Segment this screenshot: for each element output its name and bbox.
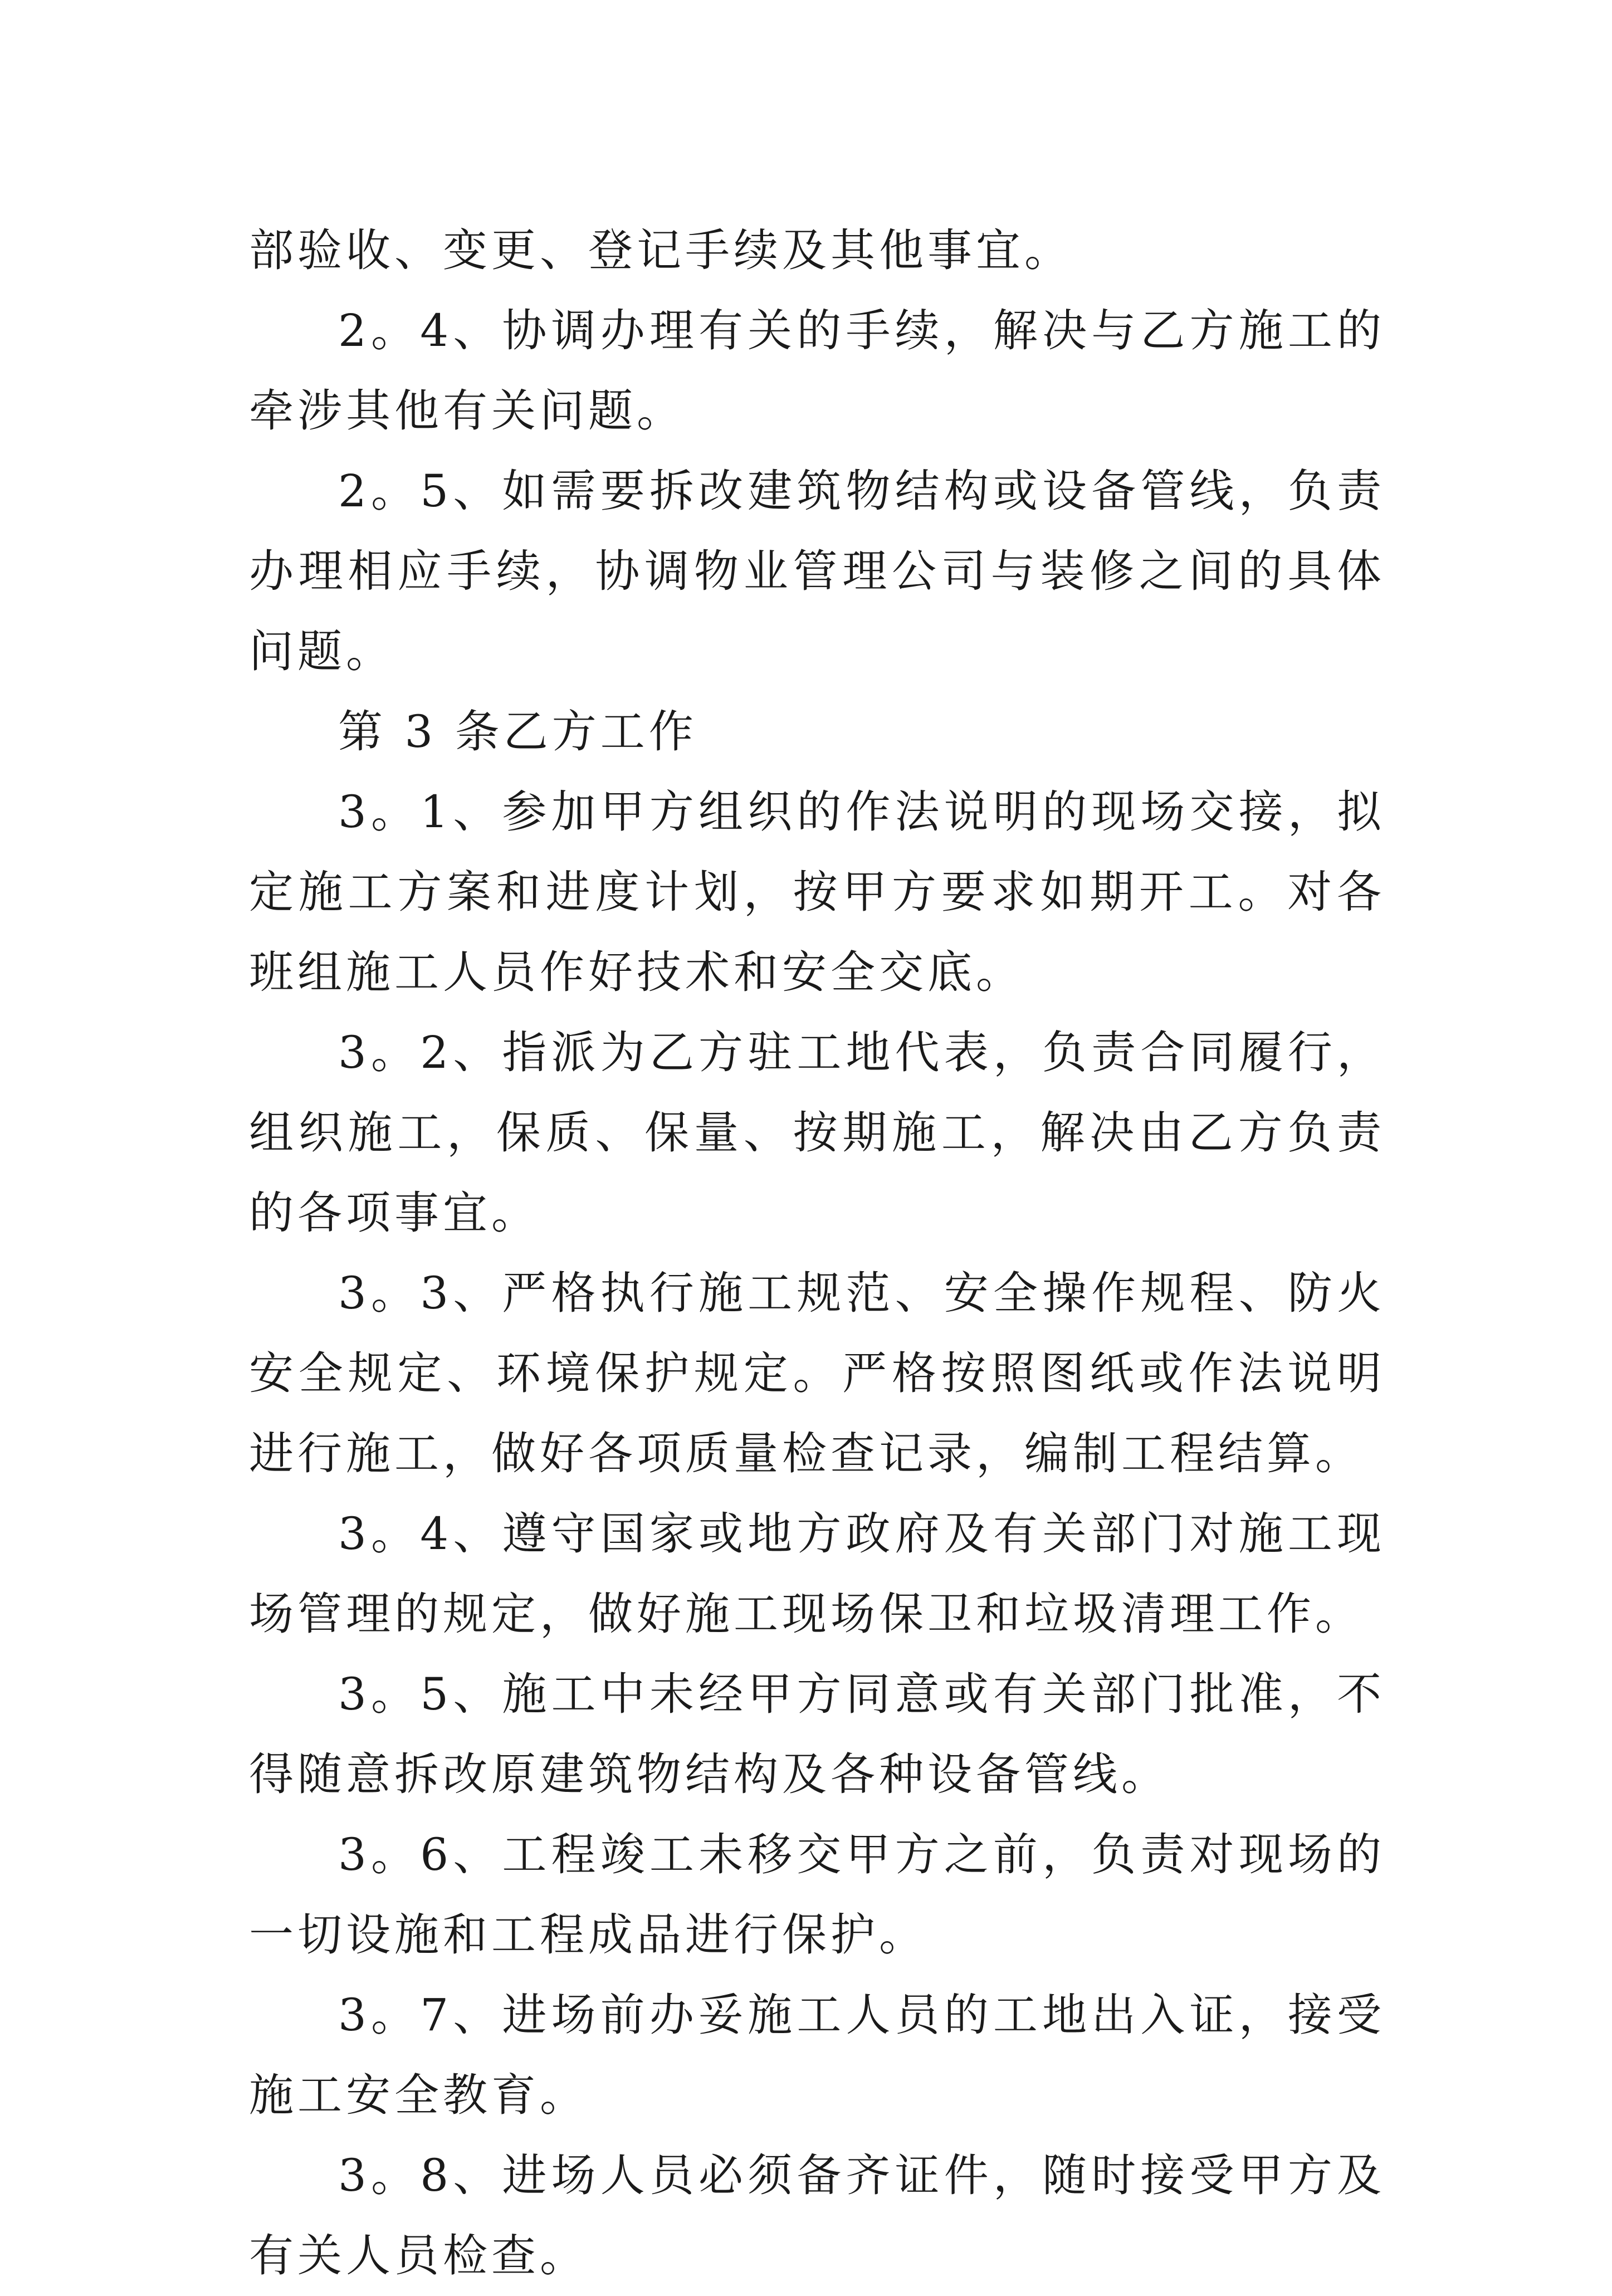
document-page (249, 211, 1385, 2296)
clause-3-8: 3。8、进场人员必须备齐证件，随时接受甲方及有关人员检查。 (249, 2150, 1385, 2282)
clause-3-7: 3。7、进场前办妥施工人员的工地出入证，接受施工安全教育。 (249, 1989, 1385, 2121)
clause-3-1: 3。1、参加甲方组织的作法说明的现场交接，拟定施工方案和进度计划，按甲方要求如期开工。对各班组施工人员作好技术和安全交底。 (249, 786, 1385, 998)
paragraph-continuation: 部验收、变更、登记手续及其他事宜。 (249, 224, 1073, 276)
clause-3-5: 3。5、施工中未经甲方同意或有关部门批准，不得随意拆改原建筑物结构及各种设备管线。 (249, 1668, 1385, 1800)
clause-3-6: 3。6、工程竣工未移交甲方之前，负责对现场的一切设施和工程成品进行保护。 (249, 1829, 1385, 1961)
clause-3-2: 3。2、指派为乙方驻工地代表，负责合同履行，组织施工，保质、保量、按期施工，解决由乙方负责的各项事宜。 (249, 1027, 1385, 1239)
article-3-heading: 第 3 条乙方工作 (338, 706, 697, 758)
clause-3-3: 3。3、严格执行施工规范、安全操作规程、防火安全规定、环境保护规定。严格按照图纸或作法说明进行施工，做好各项质量检查记录，编制工程结算。 (249, 1267, 1385, 1479)
clause-3-4: 3。4、遵守国家或地方政府及有关部门对施工现场管理的规定，做好施工现场保卫和垃圾清理工作。 (249, 1508, 1385, 1640)
clause-2-5: 2。5、如需要拆改建筑物结构或设备管线，负责办理相应手续，协调物业管理公司与装修之间的具体问题。 (249, 465, 1385, 677)
clause-2-4: 2。4、协调办理有关的手续，解决与乙方施工的牵涉其他有关问题。 (249, 305, 1385, 437)
